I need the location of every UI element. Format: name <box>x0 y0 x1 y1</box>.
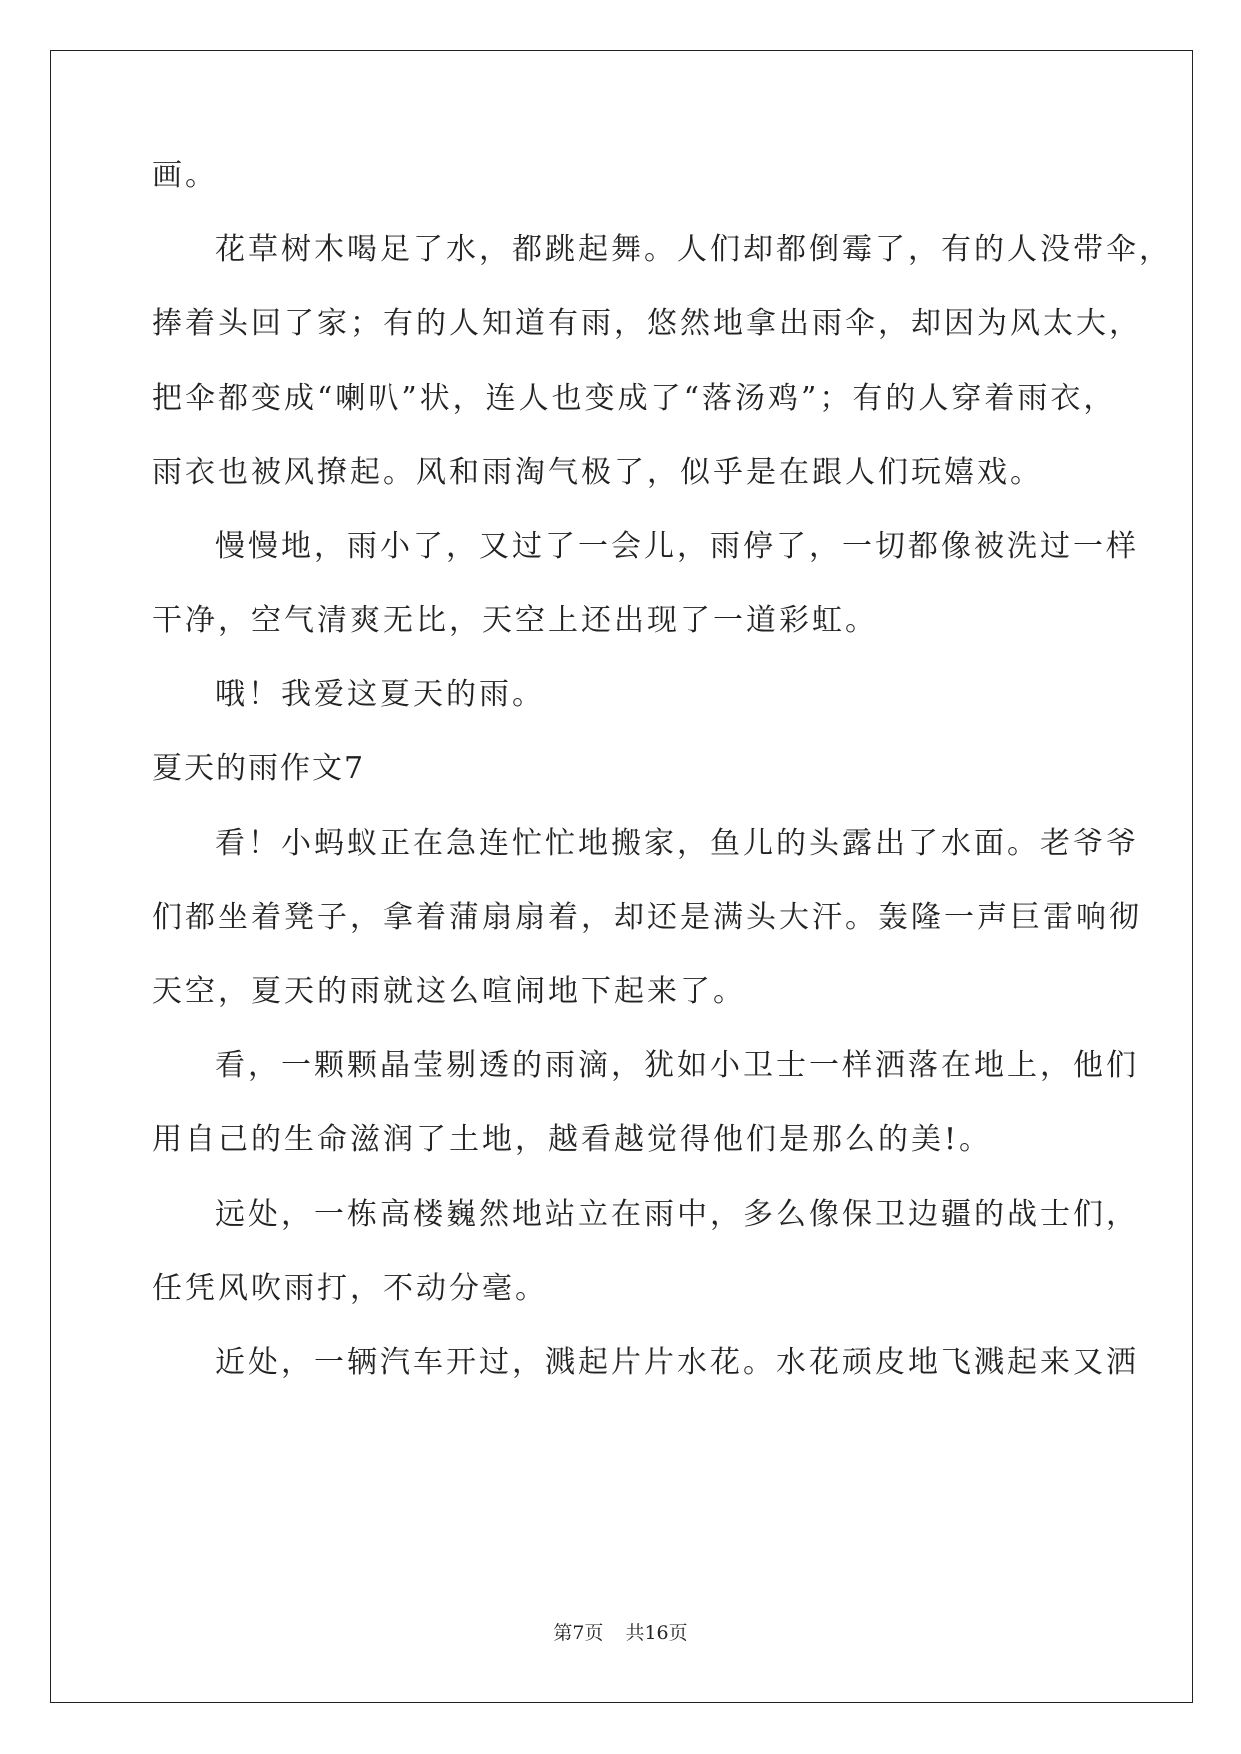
text-line: 画。 <box>152 158 218 193</box>
paragraph-start: 哦！我爱这夏天的雨。 <box>215 677 545 712</box>
page-footer <box>0 1618 1241 1645</box>
text-line: 们都坐着凳子，拿着蒲扇扇着，却还是满头大汗。轰隆一声巨雷响彻 <box>152 900 1142 935</box>
page-total: 共16页 <box>625 1622 688 1644</box>
text-line: 任凭风吹雨打，不动分毫。 <box>152 1271 548 1306</box>
text-line: 用自己的生命滋润了土地，越看越觉得他们是那么的美!。 <box>152 1122 993 1157</box>
page-border <box>50 50 1193 1703</box>
text-line: 把伞都变成“喇叭”状，连人也变成了“落汤鸡”；有的人穿着雨衣， <box>152 381 1117 416</box>
paragraph-start: 看！小蚂蚁正在急连忙忙地搬家，鱼儿的头露出了水面。老爷爷 <box>215 826 1139 861</box>
paragraph-start: 近处，一辆汽车开过，溅起片片水花。水花顽皮地飞溅起来又洒 <box>215 1345 1139 1380</box>
text-line: 干净，空气清爽无比，天空上还出现了一道彩虹。 <box>152 603 878 638</box>
paragraph-start: 慢慢地，雨小了，又过了一会儿，雨停了，一切都像被洗过一样 <box>215 529 1139 564</box>
text-line: 捧着头回了家；有的人知道有雨，悠然地拿出雨伞，却因为风太大， <box>152 306 1142 341</box>
text-line: 雨衣也被风撩起。风和雨淘气极了，似乎是在跟人们玩嬉戏。 <box>152 455 1043 490</box>
paragraph-start: 看，一颗颗晶莹剔透的雨滴，犹如小卫士一样洒落在地上，他们 <box>215 1048 1139 1083</box>
paragraph-start: 花草树木喝足了水，都跳起舞。人们却都倒霉了，有的人没带伞， <box>215 232 1172 267</box>
paragraph-start: 远处，一栋高楼巍然地站立在雨中，多么像保卫边疆的战士们， <box>215 1197 1139 1232</box>
page-number: 第7页 <box>553 1622 604 1644</box>
text-line: 天空，夏天的雨就这么喧闹地下起来了。 <box>152 974 746 1009</box>
section-heading: 夏天的雨作文7 <box>152 751 366 786</box>
